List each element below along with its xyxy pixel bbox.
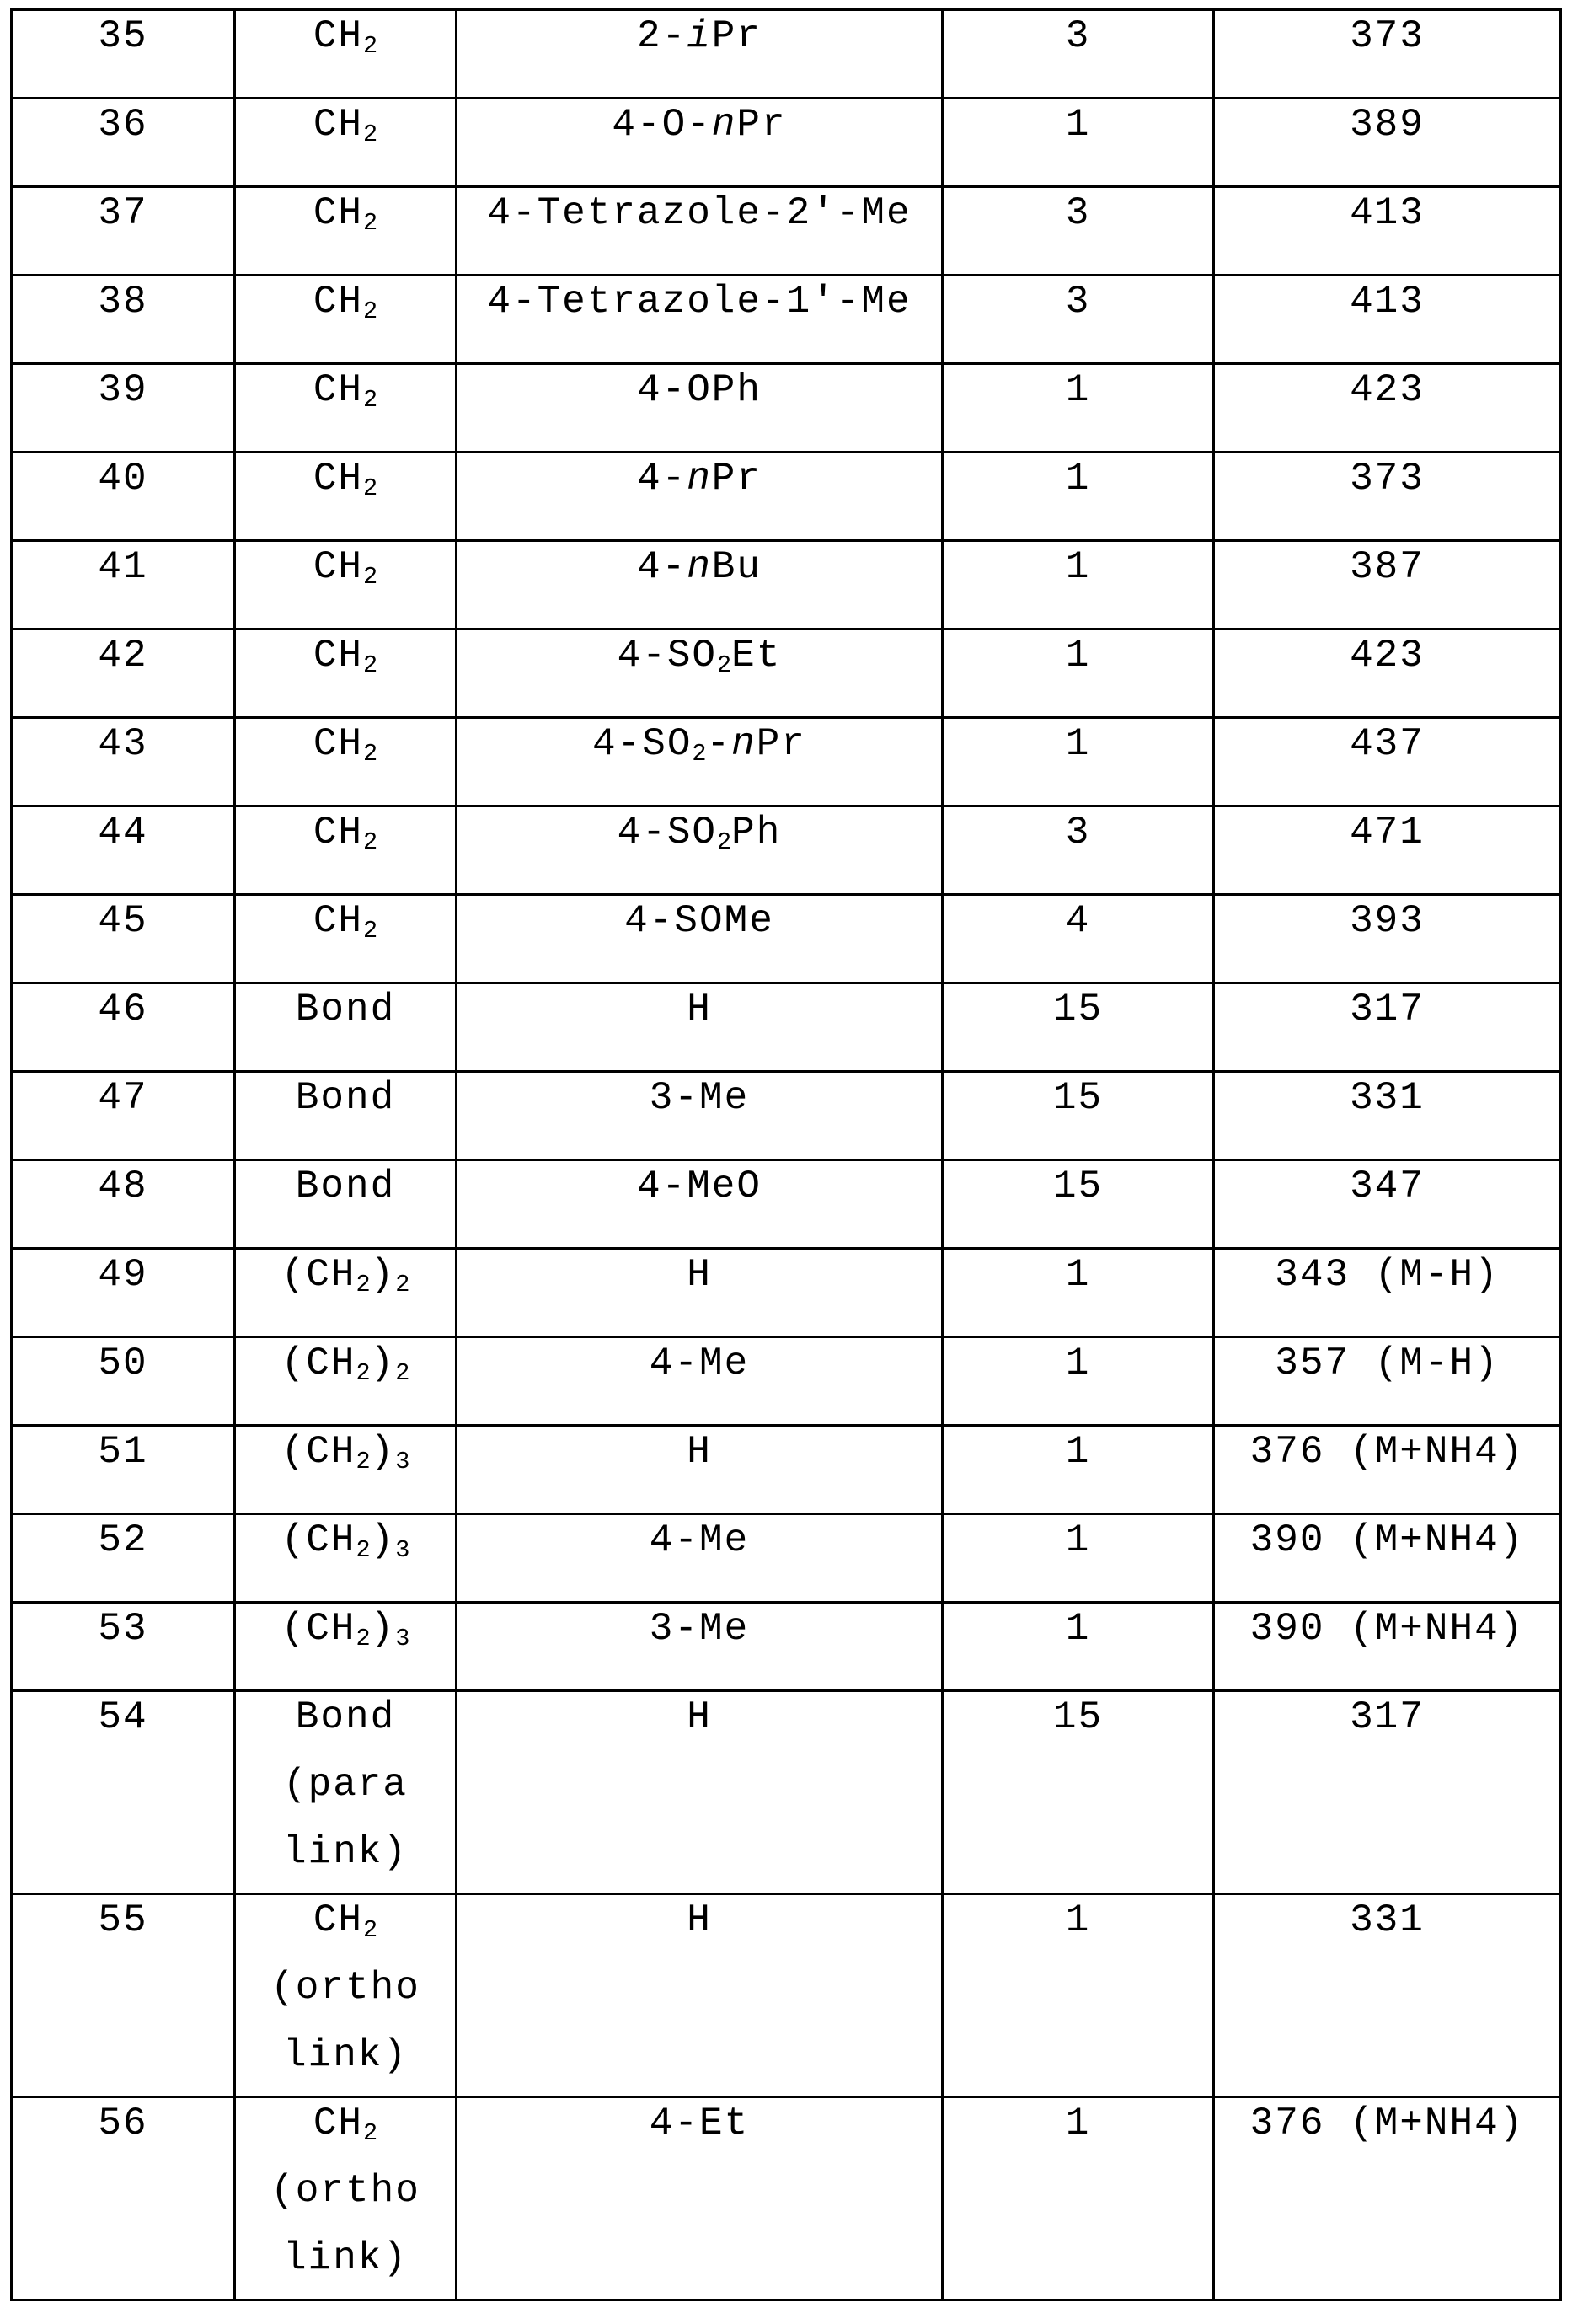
table-row [12, 983, 1561, 1072]
substituent-cell [457, 806, 943, 895]
substituent-cell [457, 1603, 943, 1691]
example-number-cell-text: 43 [98, 722, 148, 766]
table-row [12, 1691, 1561, 1894]
example-number-cell-text: 46 [98, 988, 148, 1031]
example-number-cell [12, 452, 235, 541]
linker-line: $CH_2$ [313, 457, 378, 503]
substituent-cell [457, 1514, 943, 1603]
ms-cell-text: 423 [1350, 634, 1425, 677]
method-cell [943, 1160, 1214, 1249]
ms-cell [1214, 1249, 1561, 1337]
substituent-cell [457, 1249, 943, 1337]
example-number-cell-text: 38 [98, 280, 148, 324]
method-cell-text: 3 [1065, 191, 1091, 235]
substituent-cell [457, 10, 943, 99]
example-number-cell-text: 51 [98, 1430, 148, 1474]
method-cell [943, 1894, 1214, 2097]
linker-cell [235, 1514, 457, 1603]
example-number-cell-text: 42 [98, 634, 148, 677]
example-number-cell [12, 1514, 235, 1603]
example-number-cell [12, 1249, 235, 1337]
method-cell [943, 718, 1214, 806]
substituent-cell-text: H [687, 1695, 712, 1739]
ms-cell [1214, 983, 1561, 1072]
substituent-cell-text: H [687, 1898, 712, 1942]
table-row [12, 2097, 1561, 2300]
linker-line: Bond [295, 988, 396, 1031]
example-number-cell [12, 895, 235, 983]
table-row [12, 99, 1561, 187]
substituent-cell-text: 4-nBu [636, 545, 762, 589]
substituent-cell [457, 718, 943, 806]
linker-cell [235, 276, 457, 364]
table-row [12, 1426, 1561, 1514]
method-cell-text: 15 [1052, 1165, 1104, 1208]
method-cell-text: 3 [1065, 280, 1091, 324]
linker-cell [235, 99, 457, 187]
method-cell [943, 276, 1214, 364]
example-number-cell [12, 1072, 235, 1160]
method-cell-text: 4 [1065, 899, 1091, 943]
linker-cell-text [236, 1603, 455, 1663]
example-number-cell [12, 1691, 235, 1894]
linker-cell-text [236, 895, 455, 956]
method-cell-text: 1 [1065, 103, 1091, 147]
linker-cell-text [236, 276, 455, 336]
method-cell-text: 1 [1065, 1518, 1091, 1562]
example-number-cell [12, 364, 235, 452]
method-cell [943, 1072, 1214, 1160]
substituent-cell [457, 1072, 943, 1160]
substituent-cell [457, 1894, 943, 2097]
example-number-cell-text: 40 [98, 457, 148, 501]
example-number-cell-text: 37 [98, 191, 148, 235]
linker-cell [235, 1160, 457, 1249]
table-row [12, 276, 1561, 364]
substituent-cell [457, 541, 943, 629]
linker-cell [235, 541, 457, 629]
linker-cell [235, 806, 457, 895]
method-cell-text: 1 [1065, 457, 1091, 501]
table-row [12, 895, 1561, 983]
ms-cell [1214, 452, 1561, 541]
linker-cell-text [236, 1426, 455, 1486]
table-row [12, 10, 1561, 99]
ms-cell [1214, 1603, 1561, 1691]
ms-cell-text: 331 [1350, 1076, 1425, 1120]
substituent-cell-text: 4-OPh [636, 368, 762, 412]
method-cell-text: 1 [1065, 545, 1091, 589]
linker-line: $CH_2$ [313, 899, 378, 945]
example-number-cell-text: 53 [98, 1607, 148, 1651]
example-number-cell-text: 48 [98, 1165, 148, 1208]
linker-cell [235, 1337, 457, 1426]
ms-cell-text: 376 (M+NH4) [1249, 2102, 1525, 2145]
ms-cell [1214, 187, 1561, 276]
method-cell [943, 1337, 1214, 1426]
linker-cell-text [236, 718, 455, 779]
linker-line: $CH_2$ [313, 722, 378, 768]
ms-cell [1214, 1514, 1561, 1603]
substituent-cell-text: 4-Tetrazole-1'-Me [487, 280, 912, 324]
example-number-cell [12, 10, 235, 99]
linker-line: $CH_2$ [313, 1898, 378, 1945]
example-number-cell [12, 1603, 235, 1691]
method-cell-text: 1 [1065, 2102, 1091, 2145]
linker-cell [235, 2097, 457, 2300]
example-number-cell [12, 99, 235, 187]
linker-line: $(CH_2)_3$ [281, 1607, 410, 1653]
table-row [12, 1072, 1561, 1160]
example-number-cell-text: 41 [98, 545, 148, 589]
linker-cell-text [236, 1337, 455, 1398]
linker-line: $CH_2$ [313, 368, 378, 415]
method-cell [943, 2097, 1214, 2300]
ms-cell-text: 413 [1350, 280, 1425, 324]
linker-cell-text [236, 1160, 455, 1221]
ms-cell [1214, 1337, 1561, 1426]
substituent-cell [457, 1691, 943, 1894]
method-cell-text: 1 [1065, 1253, 1091, 1297]
method-cell [943, 541, 1214, 629]
table-row [12, 364, 1561, 452]
linker-line: $CH_2$ [313, 634, 378, 680]
linker-cell-text [236, 806, 455, 867]
example-number-cell-text: 55 [98, 1898, 148, 1942]
linker-cell [235, 1426, 457, 1514]
example-number-cell [12, 718, 235, 806]
example-number-cell [12, 806, 235, 895]
linker-cell [235, 1072, 457, 1160]
linker-cell [235, 1603, 457, 1691]
substituent-cell-text: 4-Me [649, 1341, 750, 1385]
substituent-cell [457, 1337, 943, 1426]
method-cell [943, 1249, 1214, 1337]
linker-cell-text [236, 629, 455, 690]
example-number-cell [12, 541, 235, 629]
method-cell [943, 895, 1214, 983]
ms-cell [1214, 99, 1561, 187]
linker-cell [235, 983, 457, 1072]
ms-cell-text: 387 [1350, 545, 1425, 589]
linker-line: link) [282, 2033, 409, 2077]
example-number-cell [12, 1894, 235, 2097]
method-cell-text: 15 [1052, 1076, 1104, 1120]
ms-cell-text: 373 [1350, 14, 1425, 58]
linker-line: $CH_2$ [313, 2102, 378, 2148]
example-number-cell-text: 52 [98, 1518, 148, 1562]
ms-cell-text: 376 (M+NH4) [1249, 1430, 1525, 1474]
ms-cell-text: 343 (M-H) [1275, 1253, 1500, 1297]
example-number-cell [12, 1426, 235, 1514]
linker-line: (ortho [270, 2169, 420, 2213]
table-row [12, 187, 1561, 276]
linker-cell-text [236, 1691, 455, 1887]
linker-line: $CH_2$ [313, 191, 378, 238]
linker-line: link) [282, 1830, 409, 1874]
substituent-cell-text: $4-SO_2Ph$ [617, 811, 782, 857]
method-cell-text: 3 [1065, 811, 1091, 854]
method-cell-text: 1 [1065, 1607, 1091, 1651]
example-number-cell-text: 45 [98, 899, 148, 943]
ms-cell [1214, 895, 1561, 983]
linker-line: $CH_2$ [313, 280, 378, 326]
substituent-cell [457, 452, 943, 541]
example-number-cell [12, 276, 235, 364]
substituent-cell [457, 2097, 943, 2300]
method-cell [943, 1691, 1214, 1894]
substituent-cell-text: 4-Et [649, 2102, 750, 2145]
linker-line: Bond [295, 1076, 396, 1120]
table-row [12, 806, 1561, 895]
example-number-cell-text: 54 [98, 1695, 148, 1739]
linker-line: Bond [295, 1695, 396, 1739]
substituent-cell-text: 4-Me [649, 1518, 750, 1562]
method-cell-text: 1 [1065, 722, 1091, 766]
ms-cell-text: 393 [1350, 899, 1425, 943]
linker-line: $(CH_2)_3$ [281, 1430, 410, 1476]
method-cell-text: 1 [1065, 1430, 1091, 1474]
linker-cell-text [236, 1514, 455, 1575]
linker-cell [235, 10, 457, 99]
substituent-cell [457, 1426, 943, 1514]
substituent-cell [457, 276, 943, 364]
table-row [12, 452, 1561, 541]
method-cell-text: 15 [1052, 988, 1104, 1031]
method-cell [943, 629, 1214, 718]
ms-cell-text: 347 [1350, 1165, 1425, 1208]
example-number-cell [12, 983, 235, 1072]
example-number-cell-text: 44 [98, 811, 148, 854]
method-cell-text: 1 [1065, 368, 1091, 412]
substituent-cell-text: 4-MeO [636, 1165, 762, 1208]
method-cell-text: 15 [1052, 1695, 1104, 1739]
ms-cell [1214, 1426, 1561, 1514]
substituent-cell-text: 2-iPr [636, 14, 762, 58]
ms-cell [1214, 541, 1561, 629]
substituent-cell [457, 983, 943, 1072]
example-number-cell-text: 39 [98, 368, 148, 412]
linker-line: (ortho [270, 1966, 420, 2010]
example-number-cell [12, 1337, 235, 1426]
example-number-cell-text: 35 [98, 14, 148, 58]
substituent-cell [457, 629, 943, 718]
example-number-cell-text: 49 [98, 1253, 148, 1297]
ms-cell-text: 423 [1350, 368, 1425, 412]
ms-cell [1214, 806, 1561, 895]
ms-cell [1214, 10, 1561, 99]
ms-cell-text: 331 [1350, 1898, 1425, 1942]
ms-cell [1214, 2097, 1561, 2300]
linker-cell-text [236, 1249, 455, 1309]
method-cell [943, 10, 1214, 99]
ms-cell [1214, 629, 1561, 718]
ms-cell-text: 413 [1350, 191, 1425, 235]
linker-cell [235, 895, 457, 983]
ms-cell [1214, 1072, 1561, 1160]
ms-cell [1214, 276, 1561, 364]
method-cell-text: 3 [1065, 14, 1091, 58]
linker-cell-text [236, 1894, 455, 2090]
ms-cell-text: 317 [1350, 1695, 1425, 1739]
substituent-cell-text: 4-SOMe [624, 899, 774, 943]
linker-cell-text [236, 983, 455, 1044]
linker-cell-text [236, 10, 455, 71]
table-row [12, 718, 1561, 806]
ms-cell-text: 390 (M+NH4) [1249, 1607, 1525, 1651]
example-number-cell-text: 56 [98, 2102, 148, 2145]
substituent-cell [457, 99, 943, 187]
ms-cell-text: 390 (M+NH4) [1249, 1518, 1525, 1562]
example-number-cell-text: 47 [98, 1076, 148, 1120]
example-number-cell [12, 187, 235, 276]
linker-cell-text [236, 364, 455, 425]
linker-line: $(CH_2)_3$ [281, 1518, 410, 1565]
method-cell [943, 1603, 1214, 1691]
linker-cell [235, 1894, 457, 2097]
substituent-cell [457, 187, 943, 276]
example-number-cell [12, 629, 235, 718]
ms-cell [1214, 1160, 1561, 1249]
substituent-cell-text: 4-Tetrazole-2'-Me [487, 191, 912, 235]
table-row [12, 1514, 1561, 1603]
linker-line: link) [282, 2236, 409, 2280]
linker-line: $CH_2$ [313, 14, 378, 61]
linker-cell [235, 364, 457, 452]
linker-line: (para [282, 1763, 409, 1807]
substituent-cell-text: H [687, 988, 712, 1031]
substituent-cell [457, 364, 943, 452]
substituent-cell-text: 4-nPr [636, 457, 762, 501]
ms-cell [1214, 364, 1561, 452]
ms-cell-text: 471 [1350, 811, 1425, 854]
compound-table-body [12, 10, 1561, 2300]
ms-cell-text: 389 [1350, 103, 1425, 147]
linker-line: $(CH_2)_2$ [281, 1341, 410, 1388]
substituent-cell-text: 3-Me [649, 1076, 750, 1120]
substituent-cell-text: $4-SO_2$-nPr [592, 722, 806, 768]
ms-cell-text: 317 [1350, 988, 1425, 1031]
linker-line: Bond [295, 1165, 396, 1208]
linker-cell-text [236, 99, 455, 159]
compound-table [10, 8, 1562, 2301]
linker-cell [235, 718, 457, 806]
linker-cell-text [236, 452, 455, 513]
linker-line: $CH_2$ [313, 103, 378, 149]
linker-cell-text [236, 2097, 455, 2293]
substituent-cell [457, 895, 943, 983]
substituent-cell [457, 1160, 943, 1249]
table-row [12, 629, 1561, 718]
linker-cell-text [236, 187, 455, 248]
table-row [12, 1337, 1561, 1426]
method-cell-text: 1 [1065, 634, 1091, 677]
linker-cell [235, 1249, 457, 1337]
substituent-cell-text: 4-O-nPr [612, 103, 787, 147]
method-cell [943, 1514, 1214, 1603]
method-cell-text: 1 [1065, 1898, 1091, 1942]
linker-line: $(CH_2)_2$ [281, 1253, 410, 1299]
example-number-cell-text: 36 [98, 103, 148, 147]
ms-cell [1214, 1894, 1561, 2097]
linker-cell-text [236, 1072, 455, 1133]
ms-cell-text: 437 [1350, 722, 1425, 766]
table-row [12, 541, 1561, 629]
ms-cell-text: 373 [1350, 457, 1425, 501]
linker-cell [235, 187, 457, 276]
linker-cell [235, 452, 457, 541]
method-cell [943, 99, 1214, 187]
table-row [12, 1603, 1561, 1691]
table-row [12, 1160, 1561, 1249]
substituent-cell-text: $4-SO_2Et$ [617, 634, 782, 680]
linker-cell [235, 629, 457, 718]
linker-cell-text [236, 541, 455, 602]
ms-cell [1214, 718, 1561, 806]
method-cell [943, 1426, 1214, 1514]
table-row [12, 1894, 1561, 2097]
substituent-cell-text: 3-Me [649, 1607, 750, 1651]
example-number-cell-text: 50 [98, 1341, 148, 1385]
linker-line: $CH_2$ [313, 811, 378, 857]
substituent-cell-text: H [687, 1253, 712, 1297]
example-number-cell [12, 2097, 235, 2300]
method-cell [943, 983, 1214, 1072]
linker-line: $CH_2$ [313, 545, 378, 592]
method-cell [943, 452, 1214, 541]
table-row [12, 1249, 1561, 1337]
ms-cell-text: 357 (M-H) [1275, 1341, 1500, 1385]
example-number-cell [12, 1160, 235, 1249]
method-cell-text: 1 [1065, 1341, 1091, 1385]
ms-cell [1214, 1691, 1561, 1894]
substituent-cell-text: H [687, 1430, 712, 1474]
method-cell [943, 364, 1214, 452]
method-cell [943, 187, 1214, 276]
method-cell [943, 806, 1214, 895]
linker-cell [235, 1691, 457, 1894]
